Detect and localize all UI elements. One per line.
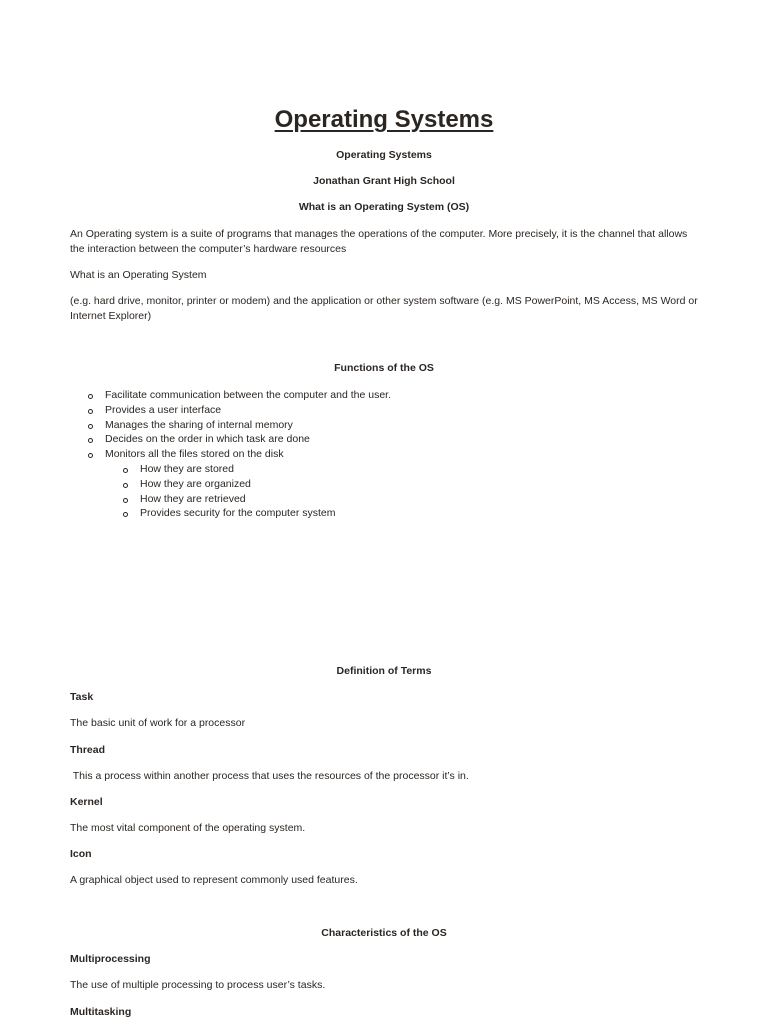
characteristics-heading: Characteristics of the OS bbox=[321, 927, 447, 939]
list-item: Provides a user interface bbox=[105, 403, 391, 418]
circle-bullet-icon bbox=[123, 498, 128, 503]
functions-heading: Functions of the OS bbox=[334, 362, 434, 374]
list-item: Monitors all the files stored on the disk bbox=[105, 447, 391, 462]
definition-task: The basic unit of work for a processor bbox=[70, 717, 246, 729]
paragraph-what-is-os: What is an Operating System bbox=[70, 269, 207, 281]
circle-bullet-icon bbox=[88, 409, 93, 414]
circle-bullet-icon bbox=[88, 453, 93, 458]
definition-multiprocessing: The use of multiple processing to process user’s tasks. bbox=[70, 979, 326, 991]
definition-thread: This a process within another process that uses the resources of the processor it’s in. bbox=[70, 770, 469, 782]
terms-heading: Definition of Terms bbox=[336, 665, 432, 677]
term-task: Task bbox=[70, 691, 94, 703]
list-item: Manages the sharing of internal memory bbox=[105, 418, 391, 433]
term-multiprocessing: Multiprocessing bbox=[70, 953, 151, 965]
document-title: Operating Systems bbox=[274, 106, 494, 133]
term-thread: Thread bbox=[70, 744, 106, 756]
functions-sublist bbox=[140, 462, 336, 521]
definition-icon: A graphical object used to represent commonly used features. bbox=[70, 874, 358, 886]
list-item: How they are retrieved bbox=[140, 492, 336, 507]
functions-list bbox=[105, 388, 391, 462]
document-subtitle: Operating Systems bbox=[336, 149, 432, 161]
circle-bullet-icon bbox=[123, 468, 128, 473]
list-item: Facilitate communication between the computer and the user. bbox=[105, 388, 391, 403]
term-multitasking: Multitasking bbox=[70, 1006, 132, 1018]
school-name: Jonathan Grant High School bbox=[313, 175, 455, 187]
list-item: Decides on the order in which task are done bbox=[105, 432, 391, 447]
circle-bullet-icon bbox=[123, 512, 128, 517]
list-item: How they are organized bbox=[140, 477, 336, 492]
heading-what-is-os: What is an Operating System (OS) bbox=[298, 201, 470, 213]
term-icon: Icon bbox=[70, 848, 92, 860]
term-kernel: Kernel bbox=[70, 796, 103, 808]
list-item: How they are stored bbox=[140, 462, 336, 477]
list-item: Provides security for the computer system bbox=[140, 506, 336, 521]
paragraph-intro: An Operating system is a suite of programs that manages the operations of the computer. More precisely, it is the channel that allows the interaction between the computer’s hardware resources bbox=[70, 228, 688, 255]
paragraph-examples: (e.g. hard drive, monitor, printer or modem) and the application or other system software (e.g. MS PowerPoint, MS Access, MS Word or Internet Explorer) bbox=[70, 295, 698, 322]
circle-bullet-icon bbox=[88, 394, 93, 399]
circle-bullet-icon bbox=[88, 424, 93, 429]
circle-bullet-icon bbox=[88, 438, 93, 443]
definition-kernel: The most vital component of the operating system. bbox=[70, 822, 306, 834]
circle-bullet-icon bbox=[123, 483, 128, 488]
